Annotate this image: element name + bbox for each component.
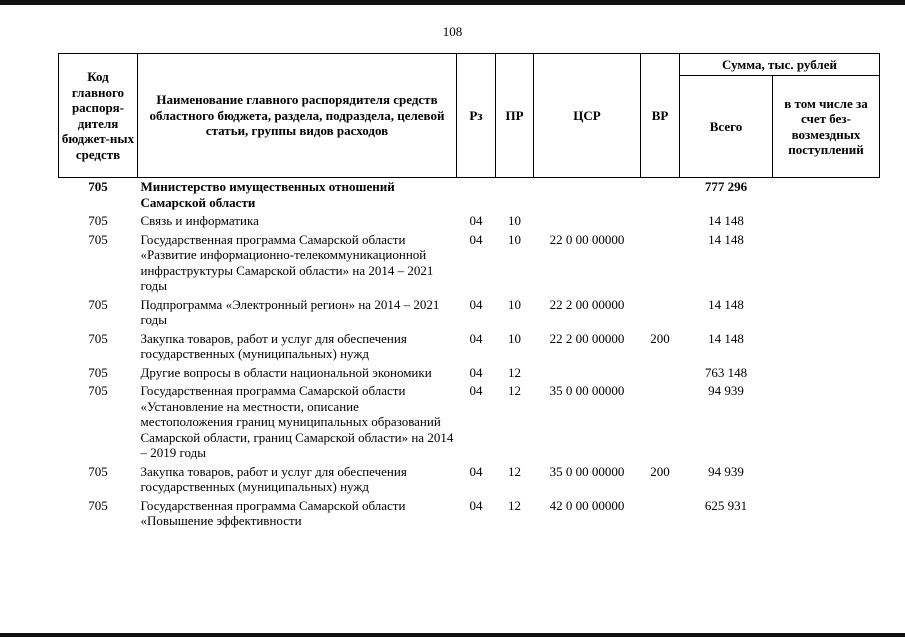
cell-free — [773, 212, 880, 231]
cell-csr — [534, 364, 641, 383]
cell-csr — [534, 178, 641, 213]
cell-vr — [641, 364, 680, 383]
cell-rz: 04 — [469, 364, 483, 380]
cell-name: Связь и информатика — [140, 213, 259, 228]
cell-rz: 04 — [469, 330, 483, 346]
table-row — [59, 296, 880, 330]
cell-total: 625 931 — [704, 497, 748, 513]
cell-name: Государственная программа Самарской области «Повышение эффективности — [140, 497, 406, 528]
cell-free — [773, 463, 880, 497]
page-number: 108 — [442, 24, 463, 39]
cell-code: 705 — [88, 383, 108, 398]
header-vr: ВР — [641, 54, 680, 178]
cell-pr: 12 — [508, 383, 521, 398]
header-name: Наименование главного распорядителя средств областного бюджета, раздела, подраздела, целевой статьи, группы видов расходов — [138, 54, 457, 178]
cell-free — [773, 364, 880, 383]
cell-free — [773, 178, 880, 213]
cell-csr: 22 0 00 00000 — [549, 231, 625, 247]
table-row — [59, 178, 880, 213]
cell-vr: 200 — [650, 463, 670, 479]
cell-vr — [641, 212, 680, 231]
cell-name: Министерство имущественных отношений Самарской области — [140, 179, 395, 210]
table-row — [59, 231, 880, 296]
cell-code: 705 — [88, 497, 108, 513]
cell-csr: 35 0 00 00000 — [549, 383, 625, 398]
cell-vr: 200 — [650, 330, 670, 346]
table-row — [59, 212, 880, 231]
cell-csr: 42 0 00 00000 — [549, 497, 625, 513]
cell-name: Закупка товаров, работ и услуг для обеспечения государственных (муниципальных) нужд — [140, 463, 407, 494]
table-row — [59, 463, 880, 497]
cell-total: 777 296 — [704, 179, 748, 194]
budget-table — [58, 53, 880, 531]
cell-rz: 04 — [469, 383, 483, 398]
cell-vr — [641, 382, 680, 463]
cell-pr: 12 — [508, 364, 521, 380]
cell-csr: 22 2 00 00000 — [549, 330, 625, 346]
table-body — [59, 178, 880, 531]
cell-csr: 35 0 00 00000 — [549, 463, 625, 479]
scan-bottom-edge — [0, 633, 905, 637]
cell-name: Другие вопросы в области национальной экономики — [140, 364, 432, 380]
cell-code: 705 — [88, 463, 108, 479]
cell-code: 705 — [88, 364, 108, 380]
cell-csr: 22 2 00 00000 — [549, 296, 625, 312]
table-row — [59, 330, 880, 364]
cell-free — [773, 231, 880, 296]
cell-name: Государственная программа Самарской области «Установление на местности, описание местоположения границ муниципальных образований Самарской области, границ Самарской области» на 2014 – 2019 годы — [140, 383, 454, 460]
cell-vr — [641, 497, 680, 531]
cell-code: 705 — [88, 330, 108, 346]
cell-rz: 04 — [469, 497, 483, 513]
cell-pr: 10 — [508, 231, 521, 247]
cell-code: 705 — [88, 213, 108, 228]
cell-rz: 04 — [469, 213, 483, 228]
cell-free — [773, 382, 880, 463]
cell-vr — [641, 178, 680, 213]
header-csr: ЦСР — [534, 54, 641, 178]
cell-rz — [457, 178, 496, 213]
cell-pr: 10 — [508, 296, 521, 312]
cell-rz: 04 — [469, 463, 483, 479]
cell-total: 763 148 — [704, 364, 748, 380]
cell-total: 94 939 — [708, 463, 744, 479]
table-row — [59, 497, 880, 531]
cell-pr — [496, 178, 534, 213]
cell-pr: 10 — [508, 213, 521, 228]
cell-total: 94 939 — [708, 383, 744, 398]
cell-name: Закупка товаров, работ и услуг для обеспечения государственных (муниципальных) нужд — [140, 330, 407, 361]
cell-vr — [641, 296, 680, 330]
cell-name: Подпрограмма «Электронный регион» на 2014 – 2021 годы — [140, 296, 440, 327]
cell-csr — [534, 212, 641, 231]
cell-code: 705 — [88, 231, 108, 247]
cell-vr — [641, 231, 680, 296]
cell-code: 705 — [88, 296, 108, 312]
cell-pr: 12 — [508, 497, 521, 513]
table-row — [59, 364, 880, 383]
cell-total: 14 148 — [708, 296, 744, 312]
cell-total: 14 148 — [708, 231, 744, 247]
cell-total: 14 148 — [708, 213, 744, 228]
cell-name: Государственная программа Самарской области «Развитие информационно-телекоммуникационной инфраструктуры Самарской области» на 2014 – 2021 годы — [140, 231, 434, 293]
cell-rz: 04 — [469, 296, 483, 312]
cell-pr: 12 — [508, 463, 521, 479]
table-row — [59, 382, 880, 463]
cell-pr: 10 — [508, 330, 521, 346]
cell-total: 14 148 — [708, 330, 744, 346]
cell-free — [773, 330, 880, 364]
cell-free — [773, 497, 880, 531]
cell-free — [773, 296, 880, 330]
header-code: Код главного распоря-дителя бюджет-ных средств — [59, 54, 138, 178]
header-total: Всего — [680, 76, 773, 178]
header-free: в том числе за счет без-возмездных поступлений — [773, 76, 880, 178]
header-pr: ПР — [496, 54, 534, 178]
header-sum: Сумма, тыс. рублей — [680, 54, 880, 76]
table-header — [59, 54, 880, 178]
header-rz: Рз — [457, 54, 496, 178]
cell-code: 705 — [88, 179, 108, 194]
scan-top-edge — [0, 0, 905, 5]
cell-rz: 04 — [469, 231, 483, 247]
